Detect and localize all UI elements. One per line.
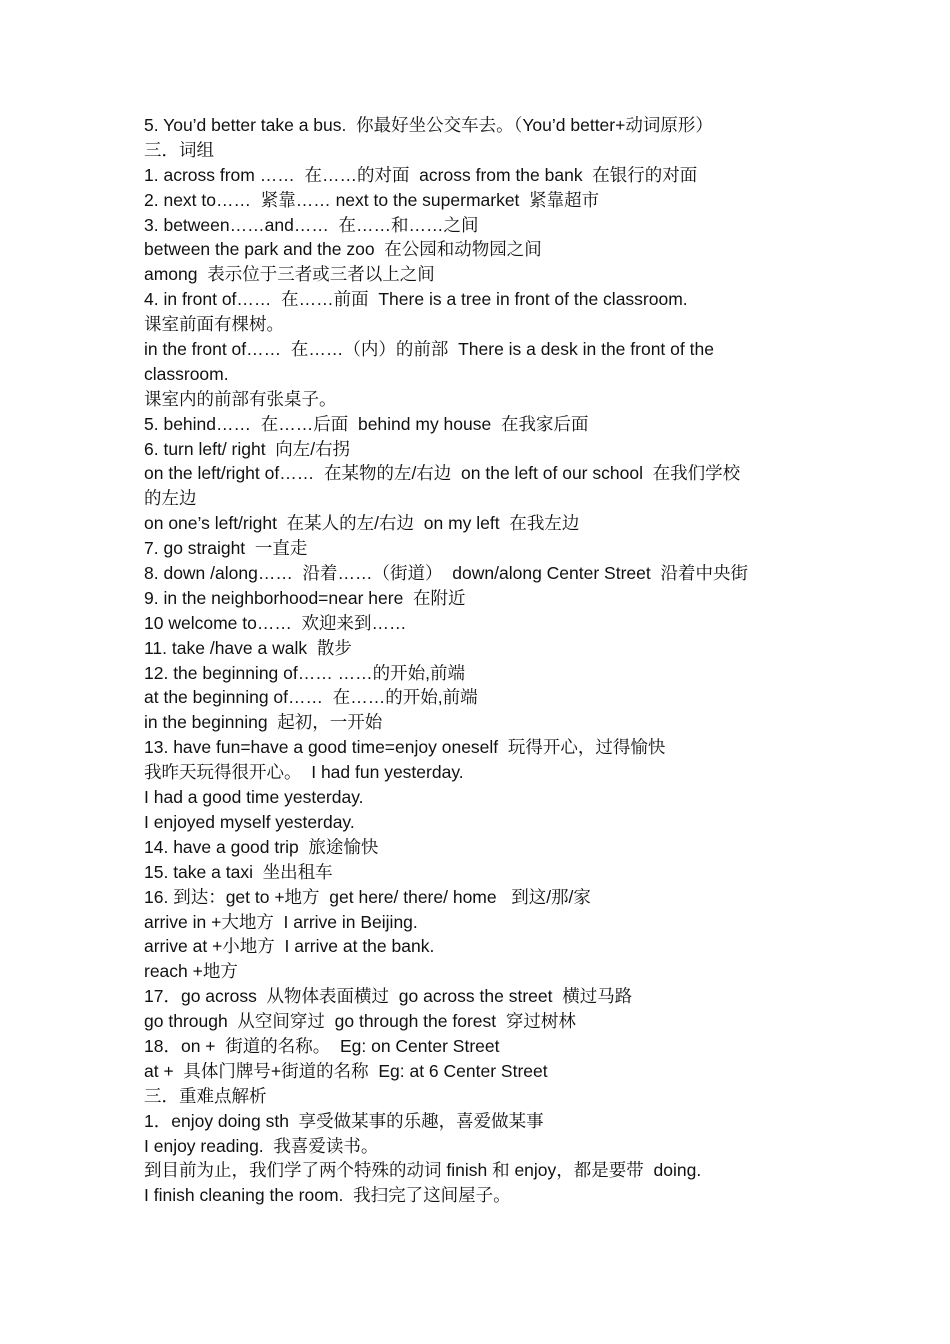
text-line: 我昨天玩得很开心。 I had fun yesterday. [144,762,464,783]
text-line: 7. go straight 一直走 [144,538,308,559]
text-line: I enjoy reading. 我喜爱读书。 [144,1135,379,1156]
text-line: among 表示位于三者或三者以上之间 [144,264,435,285]
text-line: 1．enjoy doing sth 享受做某事的乐趣，喜爱做某事 [144,1110,544,1131]
text-line: 6. turn left/ right 向左/右拐 [144,438,351,459]
text-line: I enjoyed myself yesterday. [144,811,355,832]
text-line: 12. the beginning of…… ……的开始,前端 [144,662,465,683]
text-line: 10 welcome to…… 欢迎来到…… [144,612,407,633]
text-line: 的左边 [144,488,197,509]
text-line: 2. next to…… 紧靠…… next to the supermarket 紧靠超市 [144,189,600,210]
text-line: 11. take /have a walk 散步 [144,637,352,658]
text-line: 17．go across 从物体表面横过 go across the street 横过马路 [144,986,633,1007]
text-line: 1. across from …… 在……的对面 across from the bank 在银行的对面 [144,164,698,185]
text-line: 16. 到达：get to +地方 get here/ there/ home 到这/那/家 [144,886,591,907]
text-line: in the beginning 起初，一开始 [144,712,383,733]
text-line: arrive in +大地方 I arrive in Beijing. [144,911,418,932]
text-line: reach +地方 [144,961,238,982]
document-page [144,113,834,1208]
text-line: I finish cleaning the room. 我扫完了这间屋子。 [144,1185,511,1206]
text-line: 15. take a taxi 坐出租车 [144,861,333,882]
text-line: in the front of…… 在……（内）的前部 There is a desk in the front of the [144,339,714,360]
text-line: 课室前面有棵树。 [144,314,284,335]
text-line: 5. behind…… 在……后面 behind my house 在我家后面 [144,413,589,434]
text-line: 5. You’d better take a bus. 你最好坐公交车去。（You’d better+动词原形） [144,115,713,135]
text-line: 14. have a good trip 旅途愉快 [144,836,379,857]
text-line: at the beginning of…… 在……的开始,前端 [144,687,478,708]
text-line: 18．on + 街道的名称。 Eg: on Center Street [144,1035,500,1056]
text-line: 课室内的前部有张桌子。 [144,388,337,409]
text-line: 3. between……and…… 在……和……之间 [144,214,479,235]
section-heading: 三．重难点解析 [144,1085,267,1106]
text-line: 8. down /along…… 沿着……（街道） down/along Center Street 沿着中央街 [144,563,748,584]
text-line: between the park and the zoo 在公园和动物园之间 [144,239,542,260]
text-line: I had a good time yesterday. [144,787,364,808]
text-line: 9. in the neighborhood=near here 在附近 [144,587,466,608]
text-line: classroom. [144,363,229,384]
text-line: on the left/right of…… 在某物的左/右边 on the left of our school 在我们学校 [144,463,741,484]
text-line: 4. in front of…… 在……前面 There is a tree in front of the classroom. [144,289,688,310]
text-line: on one’s left/right 在某人的左/右边 on my left 在我左边 [144,513,580,534]
text-line: 到目前为止，我们学了两个特殊的动词 finish 和 enjoy，都是要带 doing. [144,1160,702,1181]
text-line: go through 从空间穿过 go through the forest 穿过树林 [144,1011,576,1032]
text-line: arrive at +小地方 I arrive at the bank. [144,936,435,957]
text-line: at + 具体门牌号+街道的名称 Eg: at 6 Center Street [144,1060,548,1081]
section-heading: 三．词组 [144,139,214,160]
text-line: 13. have fun=have a good time=enjoy oneself 玩得开心，过得愉快 [144,737,666,758]
